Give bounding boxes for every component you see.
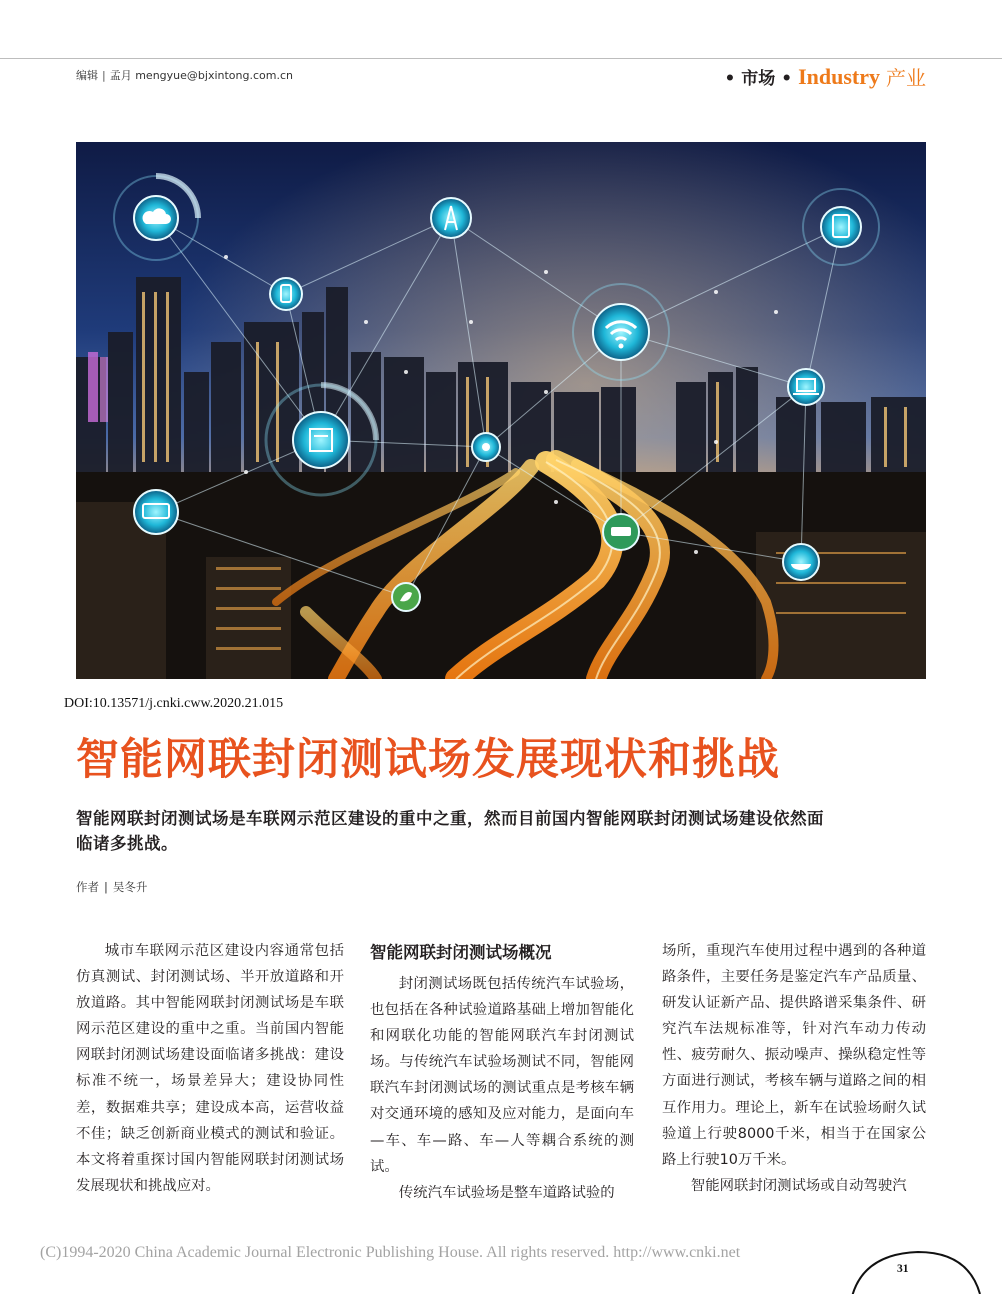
food-icon [783,544,819,580]
paragraph: 传统汽车试验场是整车道路试验的 [398,1184,615,1201]
section-market: • 市场 • [724,69,793,89]
author-line [76,879,147,895]
car-icon [603,514,639,550]
author-label: 作者 [76,880,99,894]
hero-image [76,142,926,679]
separator: | [102,69,106,82]
editor-credit [76,67,293,83]
paragraph: 智能网联封闭测试场或自动驾驶汽 [690,1177,907,1194]
editor-email[interactable]: mengyue@bjxintong.com.cn [135,69,293,82]
section-label [725,62,927,91]
paragraph: 封闭测试场既包括传统汽车试验场，也包括在各种试验道路基础上增加智能化和网联化功能的智能网联汽车封闭测试场。与传统汽车试验场测试不同，智能网联汽车封闭测试场的测试重点是考核车辆对交通环境的感知及应对能力，是面向车—车、车—路、车—人等耦合系统的测试。 [370,976,634,1175]
copyright-footer: (C)1994-2020 China Academic Journal Electronic Publishing House. All rights reserved. http://www.cnki.net [40,1244,741,1261]
article-title: 智能网联封闭测试场发展现状和挑战 [76,735,780,785]
editor-name: 孟月 [109,69,132,82]
document-icon [293,412,349,468]
editor-label: 编辑 [76,69,98,82]
column-1 [76,938,344,1199]
paragraph: 场所，重现汽车使用过程中遇到的各种道路条件，主要任务是鉴定汽车产品质量、研发认证新产品、提供路谱采集条件、研究汽车法规标准等，针对汽车动力传动性、疲劳耐久、振动噪声、操纵稳定性等方面进行测试，考核车辆与道路之间的相互作用力。理论上，新车在试验场耐久试验道上行驶8000千米，相当于在国家公路上行驶10万千米。 [662,943,926,1168]
section-heading: 智能网联封闭测试场概况 [370,943,552,962]
column-3 [662,938,926,1199]
section-cn: 产业 [886,66,926,90]
page-number: 31 [897,1263,909,1275]
laptop-icon [788,369,824,405]
section-industry: Industry [798,63,880,89]
share-icon [472,433,500,461]
header-rule [0,58,1002,59]
bus-icon [134,490,178,534]
paragraph: 城市车联网示范区建设内容通常包括仿真测试、封闭测试场、半开放道路和开放道路。其中智能网联封闭测试场是车联网示范区建设的重中之重。当前国内智能网联封闭测试场建设面临诸多挑战：建设标准不统一，场景差异大；建设协同性差，数据难共享；建设成本高，运营收益不佳；缺乏创新商业模式的测试和验证。本文将着重探讨国内智能网联封闭测试场发展现状和挑战应对。 [76,943,344,1194]
doi[interactable]: DOI:10.13571/j.cnki.cww.2020.21.015 [64,696,284,711]
antenna-icon [431,198,471,238]
page-number-arc [848,1248,988,1294]
wifi-icon [593,304,649,360]
tablet-icon [821,207,861,247]
leaf-icon [392,583,420,611]
separator: | [104,880,108,894]
article-abstract: 智能网联封闭测试场是车联网示范区建设的重中之重，然而目前国内智能网联封闭测试场建设依然面临诸多挑战。 [76,809,824,853]
column-2 [370,938,634,1206]
cloud-icon [134,196,178,240]
phone-icon [270,278,302,310]
author-name: 吴冬升 [112,880,148,894]
